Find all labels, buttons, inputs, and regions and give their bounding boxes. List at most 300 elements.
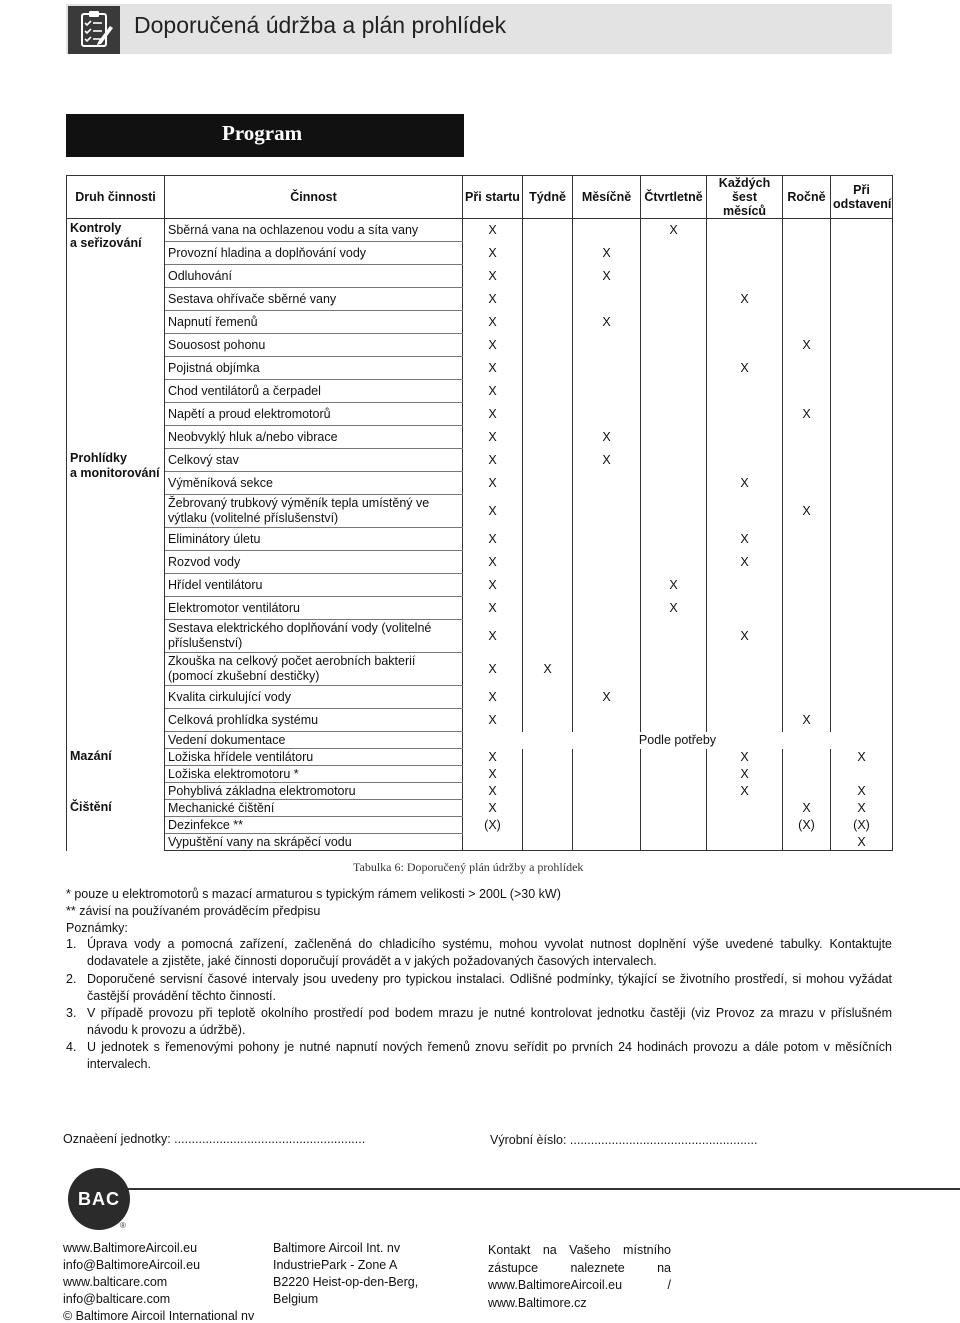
shutdown-cell (831, 288, 893, 311)
footer-rule (122, 1188, 960, 1190)
category-label: Čištění (70, 799, 112, 814)
email-link[interactable]: info@BaltimoreAircoil.eu (63, 1258, 201, 1272)
semiannual-cell: X (707, 528, 783, 551)
quarterly-cell (641, 709, 707, 732)
quarterly-cell (641, 242, 707, 265)
website-link[interactable]: www.balticare.com (63, 1275, 168, 1289)
weekly-cell (523, 403, 573, 426)
quarterly-cell (641, 495, 707, 528)
header-category: Druh činnosti (67, 176, 165, 219)
category-checks (67, 219, 165, 449)
monthly-cell: X (573, 449, 641, 472)
annual-cell: X (783, 334, 831, 357)
category-label: Prohlídky (70, 450, 127, 465)
note-number: 1. (66, 937, 77, 951)
table-row (67, 800, 893, 817)
monthly-cell (573, 380, 641, 403)
page-title: Doporučená údržba a plán prohlídek (134, 12, 507, 38)
startup-cell: X (463, 334, 523, 357)
table-row (67, 265, 893, 288)
unit-designation-field: Oznaèení jednotky: ....................................................... (63, 1132, 366, 1146)
monthly-cell (573, 551, 641, 574)
activity-cell: Eliminátory úletu (165, 528, 463, 551)
annual-cell (783, 620, 831, 653)
activity-cell: Kvalita cirkulující vody (165, 686, 463, 709)
weekly-cell (523, 766, 573, 783)
activity-cell: Žebrovaný trubkový výměník tepla umístěný ve výtlaku (volitelné příslušenství) (165, 495, 463, 528)
monthly-cell (573, 766, 641, 783)
note-text: U jednotek s řemenovými pohony je nutné napnutí nových řemenů znovu seřídit po prvních 24 hodinách provozu a dále potom v měsíčních intervalech. (87, 1040, 892, 1071)
monthly-cell: X (573, 311, 641, 334)
table-row (67, 380, 893, 403)
monthly-cell (573, 574, 641, 597)
activity-cell: Hřídel ventilátoru (165, 574, 463, 597)
quarterly-cell: X (641, 597, 707, 620)
quarterly-cell (641, 357, 707, 380)
table-row (67, 528, 893, 551)
annual-cell: X (783, 709, 831, 732)
address-line: Belgium (273, 1292, 319, 1306)
activity-cell: Vedení dokumentace (165, 732, 463, 749)
startup-cell: X (463, 551, 523, 574)
annual-cell (783, 653, 831, 686)
email-link[interactable]: info@balticare.com (63, 1292, 171, 1306)
address-line: IndustriePark - Zone A (273, 1258, 398, 1272)
activity-cell: Napnutí řemenů (165, 311, 463, 334)
startup-cell: X (463, 597, 523, 620)
program-title: Program (222, 121, 303, 145)
table-row (67, 732, 893, 749)
category-cleaning (67, 800, 165, 851)
weekly-cell (523, 620, 573, 653)
shutdown-cell (831, 242, 893, 265)
table-row (67, 653, 893, 686)
shutdown-cell (831, 686, 893, 709)
startup-cell: X (463, 242, 523, 265)
quarterly-cell (641, 311, 707, 334)
header-semiannual-line1: Každých (718, 176, 771, 190)
annual-cell (783, 311, 831, 334)
shutdown-cell (831, 426, 893, 449)
startup-cell: X (463, 380, 523, 403)
note-number: 3. (66, 1006, 77, 1020)
header-quarterly: Čtvrtletně (641, 176, 707, 219)
monthly-cell (573, 653, 641, 686)
category-label: Kontroly (70, 221, 122, 235)
shutdown-cell (831, 766, 893, 783)
weekly-cell (523, 242, 573, 265)
startup-cell: X (463, 620, 523, 653)
header-semiannual (707, 176, 783, 219)
note-text: Doporučené servisní časové intervaly jsou uvedeny pro typickou instalaci. Odlišné podmínky, týkající se životního prostředí, si mohou vyžádat častější provádění těchto činností. (87, 972, 892, 1003)
weekly-cell (523, 288, 573, 311)
monthly-cell (573, 472, 641, 495)
startup-cell: X (463, 403, 523, 426)
annual-cell (783, 574, 831, 597)
monthly-cell (573, 334, 641, 357)
quarterly-cell (641, 528, 707, 551)
shutdown-cell (831, 574, 893, 597)
header-shutdown-line1: Při (853, 183, 870, 197)
quarterly-cell (641, 620, 707, 653)
annual-cell (783, 551, 831, 574)
note-item (66, 936, 892, 970)
shutdown-cell (831, 357, 893, 380)
note-number: 2. (66, 972, 77, 986)
table-header-row (67, 176, 893, 219)
table-row (67, 574, 893, 597)
quarterly-cell (641, 334, 707, 357)
monthly-cell (573, 817, 641, 834)
activity-cell: Ložiska elektromotoru * (165, 766, 463, 783)
table-row (67, 597, 893, 620)
shutdown-cell (831, 528, 893, 551)
weekly-cell (523, 528, 573, 551)
semiannual-cell (707, 817, 783, 834)
semiannual-cell: X (707, 472, 783, 495)
startup-cell: X (463, 449, 523, 472)
annual-cell: X (783, 403, 831, 426)
category-empty (67, 732, 165, 749)
quarterly-cell (641, 449, 707, 472)
contact-web-column (63, 1240, 254, 1323)
weekly-cell (523, 817, 573, 834)
monthly-cell (573, 403, 641, 426)
weekly-cell (523, 449, 573, 472)
annual-cell (783, 242, 831, 265)
annual-cell (783, 766, 831, 783)
startup-cell: X (463, 265, 523, 288)
quarterly-cell (641, 265, 707, 288)
copyright: © Baltimore Aircoil International nv (63, 1309, 255, 1323)
quarterly-cell (641, 834, 707, 851)
startup-cell: X (463, 528, 523, 551)
table-row (67, 219, 893, 242)
quarterly-cell (641, 800, 707, 817)
semiannual-cell (707, 265, 783, 288)
note-number: 4. (66, 1040, 77, 1054)
shutdown-cell (831, 620, 893, 653)
monthly-cell: X (573, 265, 641, 288)
startup-cell: (X) (463, 817, 523, 834)
table-row (67, 817, 893, 834)
startup-cell: X (463, 749, 523, 766)
table-row (67, 357, 893, 380)
quarterly-cell (641, 472, 707, 495)
activity-cell: Elektromotor ventilátoru (165, 597, 463, 620)
table-row (67, 449, 893, 472)
annual-cell (783, 426, 831, 449)
note-text: Úprava vody a pomocná zařízení, začleněná do chladicího systému, mohou vyvolat nutnost doplnění výše uvedené tabulky. Kontaktujte dodavatele a zjistěte, jaké činnosti doporučují provádět a v jakých požadovaných časových intervalech. (87, 937, 892, 968)
semiannual-cell: X (707, 620, 783, 653)
table-row (67, 288, 893, 311)
activity-cell: Vypuštění vany na skrápěcí vodu (165, 834, 463, 851)
monthly-cell (573, 834, 641, 851)
activity-cell: Celkový stav (165, 449, 463, 472)
note-item (66, 1039, 892, 1073)
semiannual-cell: X (707, 551, 783, 574)
activity-cell: Souosost pohonu (165, 334, 463, 357)
activity-cell: Celková prohlídka systému (165, 709, 463, 732)
address-line: Baltimore Aircoil Int. nv (273, 1241, 401, 1255)
startup-cell: X (463, 426, 523, 449)
annual-cell (783, 783, 831, 800)
weekly-cell (523, 357, 573, 380)
activity-cell: Sestava ohřívače sběrné vany (165, 288, 463, 311)
quarterly-cell (641, 653, 707, 686)
activity-cell: Mechanické čištění (165, 800, 463, 817)
semiannual-cell: X (707, 749, 783, 766)
table-row (67, 472, 893, 495)
local-contact-text: Kontakt na Vašeho místního zástupce naleznete na www.BaltimoreAircoil.eu / www.Baltimore.cz (488, 1243, 671, 1310)
weekly-cell (523, 311, 573, 334)
activity-cell: Pojistná objímka (165, 357, 463, 380)
semiannual-cell (707, 426, 783, 449)
weekly-cell (523, 597, 573, 620)
startup-cell: X (463, 574, 523, 597)
notes-label: Poznámky: (66, 921, 128, 935)
website-link[interactable]: www.BaltimoreAircoil.eu (63, 1241, 198, 1255)
weekly-cell (523, 800, 573, 817)
table-row (67, 426, 893, 449)
semiannual-cell (707, 574, 783, 597)
shutdown-cell: (X) (831, 817, 893, 834)
quarterly-cell (641, 380, 707, 403)
semiannual-cell (707, 800, 783, 817)
annual-cell: X (783, 495, 831, 528)
monthly-cell (573, 800, 641, 817)
semiannual-cell (707, 834, 783, 851)
activity-cell: Rozvod vody (165, 551, 463, 574)
maintenance-table (66, 175, 893, 851)
quarterly-cell (641, 766, 707, 783)
shutdown-cell (831, 311, 893, 334)
startup-cell: X (463, 686, 523, 709)
startup-cell: X (463, 653, 523, 686)
monthly-cell (573, 597, 641, 620)
annual-cell (783, 597, 831, 620)
shutdown-cell (831, 403, 893, 426)
note-item (66, 971, 892, 1005)
header-weekly: Týdně (523, 176, 573, 219)
activity-cell: Zkouška na celkový počet aerobních bakterií (pomocí zkušební destičky) (165, 653, 463, 686)
header-semiannual-line2: šest měsíců (722, 190, 767, 218)
shutdown-cell: X (831, 749, 893, 766)
weekly-cell (523, 495, 573, 528)
semiannual-cell: X (707, 288, 783, 311)
semiannual-cell (707, 334, 783, 357)
weekly-cell (523, 709, 573, 732)
category-inspections (67, 449, 165, 732)
activity-cell: Chod ventilátorů a čerpadel (165, 380, 463, 403)
annual-cell (783, 288, 831, 311)
shutdown-cell (831, 653, 893, 686)
semiannual-cell: X (707, 783, 783, 800)
serial-number-field: Výrobní èíslo: ...................................................... (490, 1133, 758, 1147)
weekly-cell (523, 380, 573, 403)
activity-cell: Výměníková sekce (165, 472, 463, 495)
quarterly-cell (641, 817, 707, 834)
semiannual-cell (707, 311, 783, 334)
table-row (67, 766, 893, 783)
table-caption: Tabulka 6: Doporučený plán údržby a prohlídek (353, 860, 584, 874)
weekly-cell (523, 686, 573, 709)
contact-address-column (273, 1240, 418, 1308)
semiannual-cell (707, 449, 783, 472)
startup-cell: X (463, 311, 523, 334)
table-row (67, 242, 893, 265)
monthly-cell: X (573, 242, 641, 265)
category-label: Mazání (70, 748, 112, 763)
monthly-cell (573, 528, 641, 551)
startup-cell: X (463, 495, 523, 528)
startup-cell: X (463, 357, 523, 380)
shutdown-cell: X (831, 834, 893, 851)
clipboard-checklist-icon (68, 6, 120, 54)
weekly-cell (523, 749, 573, 766)
semiannual-cell (707, 686, 783, 709)
weekly-cell (523, 219, 573, 242)
monthly-cell (573, 357, 641, 380)
startup-cell: X (463, 766, 523, 783)
shutdown-cell (831, 265, 893, 288)
activity-cell: Pohyblivá základna elektromotoru (165, 783, 463, 800)
table-row (67, 311, 893, 334)
weekly-cell (523, 783, 573, 800)
category-label: a monitorování (70, 465, 160, 480)
weekly-cell (523, 574, 573, 597)
semiannual-cell (707, 403, 783, 426)
weekly-cell: X (523, 653, 573, 686)
startup-cell: X (463, 783, 523, 800)
monthly-cell (573, 749, 641, 766)
shutdown-cell (831, 472, 893, 495)
startup-cell: X (463, 709, 523, 732)
table-row (67, 686, 893, 709)
annual-cell (783, 449, 831, 472)
startup-cell: X (463, 472, 523, 495)
as-needed-cell: Podle potřeby (463, 732, 893, 749)
table-row (67, 749, 893, 766)
table-row (67, 620, 893, 653)
note-item (66, 1005, 892, 1039)
annual-cell: (X) (783, 817, 831, 834)
annual-cell (783, 357, 831, 380)
quarterly-cell (641, 783, 707, 800)
weekly-cell (523, 426, 573, 449)
annual-cell (783, 749, 831, 766)
footnote-single-star: * pouze u elektromotorů s mazací armaturou s typickým rámem velikosti > 200L (>30 kW) (66, 887, 561, 901)
semiannual-cell (707, 709, 783, 732)
shutdown-cell (831, 597, 893, 620)
table-row (67, 334, 893, 357)
weekly-cell (523, 472, 573, 495)
annual-cell (783, 528, 831, 551)
monthly-cell (573, 620, 641, 653)
annual-cell (783, 265, 831, 288)
activity-cell: Ložiska hřídele ventilátoru (165, 749, 463, 766)
startup-cell: X (463, 219, 523, 242)
monthly-cell: X (573, 686, 641, 709)
table-row (67, 495, 893, 528)
header-annual: Ročně (783, 176, 831, 219)
table-row (67, 783, 893, 800)
weekly-cell (523, 551, 573, 574)
shutdown-cell (831, 334, 893, 357)
activity-cell: Napětí a proud elektromotorů (165, 403, 463, 426)
monthly-cell (573, 709, 641, 732)
quarterly-cell (641, 403, 707, 426)
weekly-cell (523, 334, 573, 357)
semiannual-cell (707, 380, 783, 403)
monthly-cell (573, 495, 641, 528)
table-row (67, 551, 893, 574)
semiannual-cell (707, 495, 783, 528)
address-line: B2220 Heist-op-den-Berg, (273, 1275, 419, 1289)
shutdown-cell: X (831, 783, 893, 800)
activity-cell: Neobvyklý hluk a/nebo vibrace (165, 426, 463, 449)
quarterly-cell (641, 686, 707, 709)
quarterly-cell (641, 749, 707, 766)
table-row (67, 403, 893, 426)
activity-cell: Odluhování (165, 265, 463, 288)
startup-cell (463, 834, 523, 851)
header-monthly: Měsíčně (573, 176, 641, 219)
semiannual-cell (707, 653, 783, 686)
monthly-cell (573, 219, 641, 242)
quarterly-cell (641, 426, 707, 449)
semiannual-cell (707, 242, 783, 265)
category-lubrication (67, 749, 165, 800)
shutdown-cell (831, 449, 893, 472)
table-row (67, 709, 893, 732)
annual-cell (783, 380, 831, 403)
shutdown-cell (831, 219, 893, 242)
semiannual-cell (707, 597, 783, 620)
monthly-cell (573, 288, 641, 311)
table-row (67, 834, 893, 851)
weekly-cell (523, 265, 573, 288)
category-label: a seřizování (70, 236, 142, 250)
activity-cell: Dezinfekce ** (165, 817, 463, 834)
header-shutdown-line2: odstavení (833, 197, 892, 211)
startup-cell: X (463, 800, 523, 817)
annual-cell (783, 219, 831, 242)
registered-mark: ® (120, 1221, 126, 1230)
shutdown-cell (831, 709, 893, 732)
startup-cell: X (463, 288, 523, 311)
logo-text: BAC (78, 1189, 120, 1209)
activity-cell: Sestava elektrického doplňování vody (volitelné příslušenství) (165, 620, 463, 653)
shutdown-cell: X (831, 800, 893, 817)
note-text: V případě provozu při teplotě okolního prostředí pod bodem mrazu je nutné kontrolovat jednotku častěji (viz Provoz za mrazu v příslušném návodu k provozu a údržbě). (87, 1006, 892, 1037)
annual-cell (783, 472, 831, 495)
quarterly-cell (641, 288, 707, 311)
shutdown-cell (831, 495, 893, 528)
header-startup: Při startu (463, 176, 523, 219)
activity-cell: Provozní hladina a doplňování vody (165, 242, 463, 265)
quarterly-cell (641, 551, 707, 574)
footnote-double-star: ** závisí na používaném prováděcím předpisu (66, 904, 321, 918)
header-shutdown (831, 176, 893, 219)
annual-cell: X (783, 800, 831, 817)
semiannual-cell: X (707, 357, 783, 380)
monthly-cell (573, 783, 641, 800)
quarterly-cell: X (641, 574, 707, 597)
annual-cell (783, 834, 831, 851)
annual-cell (783, 686, 831, 709)
shutdown-cell (831, 551, 893, 574)
